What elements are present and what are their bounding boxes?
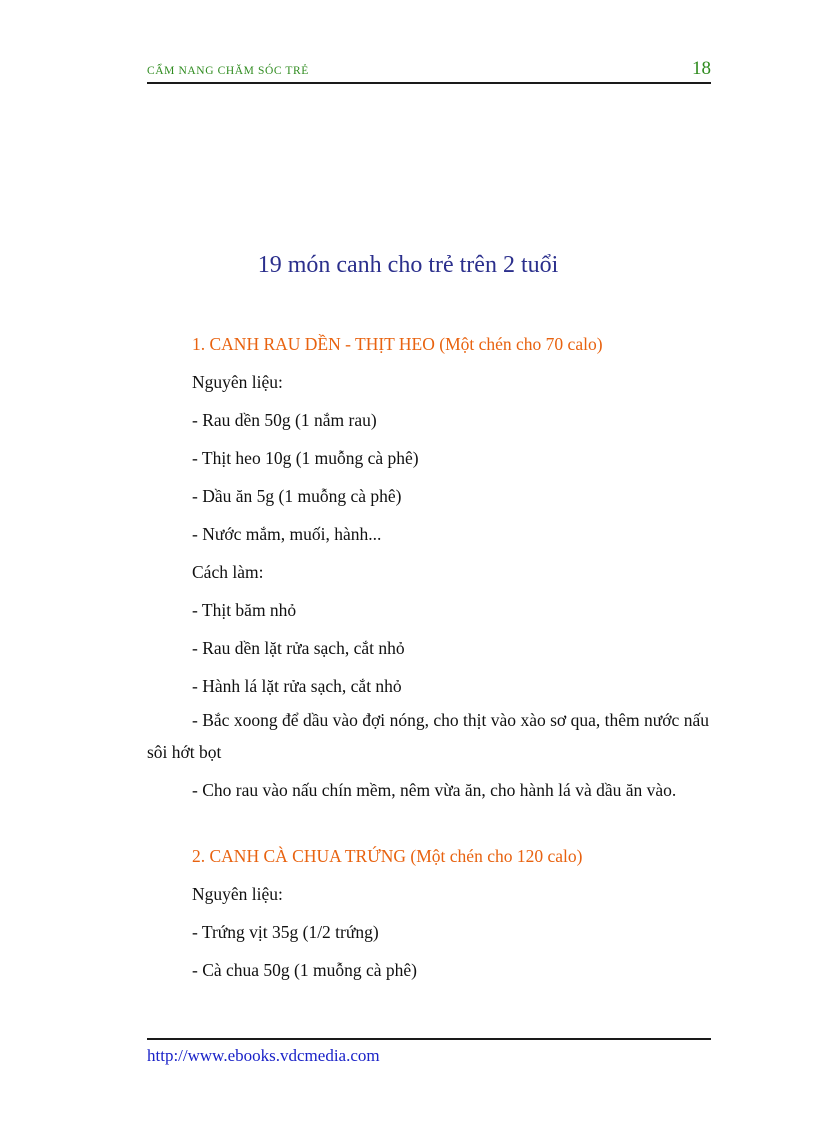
recipe-content (147, 332, 709, 982)
recipe-line: - Dầu ăn 5g (1 muỗng cà phê) (192, 486, 402, 506)
page-footer (147, 1038, 711, 1065)
section-heading-1: 1. CANH RAU DỀN - THỊT HEO (Một chén cho 70 calo) (192, 334, 603, 354)
recipe-line: Nguyên liệu: (192, 884, 283, 904)
recipe-line: - Thịt heo 10g (1 muỗng cà phê) (192, 448, 419, 468)
section-heading-2: 2. CANH CÀ CHUA TRỨNG (Một chén cho 120 calo) (192, 846, 583, 866)
recipe-line: - Hành lá lặt rửa sạch, cắt nhỏ (192, 676, 402, 696)
header-title: CẨM NANG CHĂM SÓC TRẺ (147, 65, 309, 77)
recipe-line: - Trứng vịt 35g (1/2 trứng) (192, 922, 379, 942)
recipe-paragraph: - Cho rau vào nấu chín mềm, nêm vừa ăn, cho hành lá và dầu ăn vào. (192, 780, 677, 800)
footer-website-link[interactable]: http://www.ebooks.vdcmedia.com (147, 1046, 380, 1065)
page-number: 18 (692, 58, 711, 79)
recipe-line: - Cà chua 50g (1 muỗng cà phê) (192, 960, 417, 980)
document-title: 19 món canh cho trẻ trên 2 tuổi (257, 252, 559, 278)
recipe-line: Cách làm: (192, 562, 264, 582)
recipe-line: - Rau dền lặt rửa sạch, cắt nhỏ (192, 638, 405, 658)
recipe-line: - Nước mắm, muối, hành... (192, 524, 382, 544)
page-header (147, 58, 711, 84)
recipe-line: - Rau dền 50g (1 nắm rau) (192, 410, 377, 430)
recipe-paragraph: - Bắc xoong để dầu vào đợi nóng, cho thịt vào xào sơ qua, thêm nước nấu sôi hớt bọt (147, 710, 709, 762)
recipe-line: Nguyên liệu: (192, 372, 283, 392)
recipe-line: - Thịt băm nhỏ (192, 600, 297, 620)
